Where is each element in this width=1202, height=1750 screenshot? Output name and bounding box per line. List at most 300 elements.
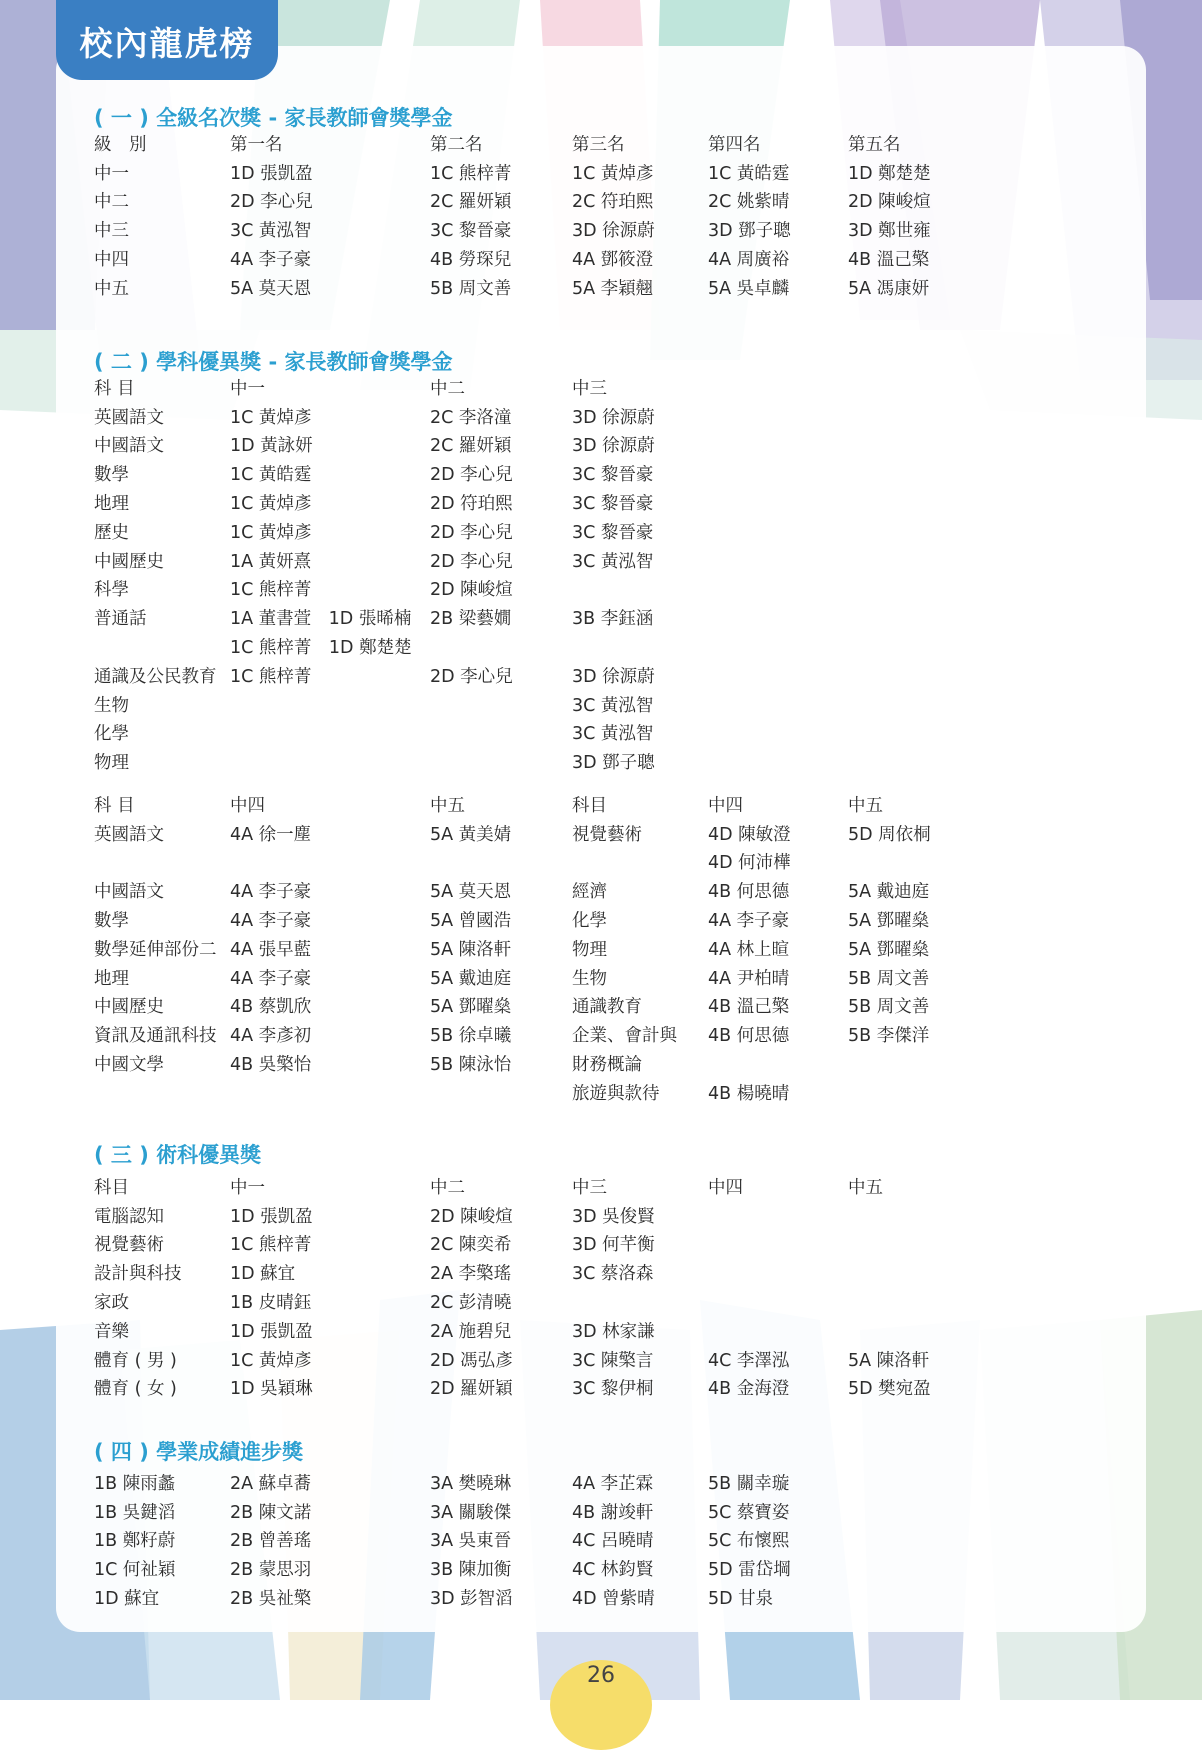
table-cell: 5A 陳洛軒 xyxy=(430,939,512,960)
table-cell xyxy=(848,1201,968,1230)
table-row xyxy=(94,215,968,244)
table-cell: 1D 張凱盈 xyxy=(230,1321,313,1342)
table-cell: 5A 鄧曜燊 xyxy=(848,939,930,960)
table-cell: 中國語文 xyxy=(94,882,164,903)
table-cell: 5A 馮康妍 xyxy=(848,278,930,299)
table-row xyxy=(94,1468,968,1497)
table-cell: 中一 xyxy=(230,1177,265,1198)
table-cell: 1D 黃詠妍 xyxy=(230,436,313,457)
table-cell xyxy=(848,575,968,604)
table-cell xyxy=(708,1049,848,1078)
table-cell: 3D 徐源蔚 xyxy=(572,666,655,687)
table-cell: 1D 吳穎琳 xyxy=(230,1379,313,1400)
table-cell: 2C 彭清曉 xyxy=(430,1293,512,1314)
table-cell: 2C 羅妍穎 xyxy=(430,192,512,213)
table-cell: 3B 李鈺涵 xyxy=(572,609,654,630)
table-cell: 3A 吳東晉 xyxy=(430,1531,512,1552)
table-cell: 3A 關駿傑 xyxy=(430,1502,512,1523)
section3-heading: ( 三 ) 術科優異獎 xyxy=(94,1143,262,1167)
table-cell: 5B 陳泳怡 xyxy=(430,1055,512,1076)
table-row xyxy=(94,790,968,819)
table-cell: 1A 董書萱 1D 張晞楠 xyxy=(230,609,412,630)
table-cell: 1C 熊梓菁 xyxy=(230,1235,312,1256)
page-number: 26 xyxy=(587,1663,615,1688)
table-row xyxy=(94,517,968,546)
table-row xyxy=(94,1049,968,1078)
table-cell: 5B 徐卓曦 xyxy=(430,1026,512,1047)
table-cell: 4A 李子豪 xyxy=(230,911,312,932)
table-cell xyxy=(708,1230,848,1259)
table-cell: 中五 xyxy=(848,1177,883,1198)
table-cell: 5A 莫天恩 xyxy=(230,278,312,299)
table-row xyxy=(94,1078,968,1107)
table-cell: 3C 黃泓智 xyxy=(572,695,654,716)
table-cell: 5D 樊宛盈 xyxy=(848,1379,931,1400)
table-cell: 3D 徐源蔚 xyxy=(572,436,655,457)
table-cell: 1B 陳雨蠡 xyxy=(94,1473,176,1494)
table-cell: 數學延伸部份二 xyxy=(94,939,217,960)
table-cell: 1C 黃焯彥 xyxy=(230,522,312,543)
table-cell: 2D 李心兒 xyxy=(430,465,513,486)
table-cell: 4D 何沛樺 xyxy=(708,853,791,874)
table-cell: 2C 羅妍穎 xyxy=(430,436,512,457)
table-cell: 第一名 xyxy=(230,134,283,155)
table-cell: 英國語文 xyxy=(94,407,164,428)
table-row xyxy=(94,244,968,273)
table-row xyxy=(94,488,968,517)
table-cell: 第四名 xyxy=(708,134,761,155)
table-cell: 生物 xyxy=(94,695,129,716)
table-cell: 地理 xyxy=(94,494,129,515)
table-cell: 4B 溫己檠 xyxy=(708,997,790,1018)
table-cell: 科 目 xyxy=(94,378,135,399)
table-cell xyxy=(430,719,572,748)
table-row xyxy=(94,1316,968,1345)
table-cell: 物理 xyxy=(94,753,129,774)
table-cell: 第二名 xyxy=(430,134,483,155)
table-cell: 5A 吳卓麟 xyxy=(708,278,790,299)
table-cell xyxy=(848,1554,968,1583)
table-cell xyxy=(848,632,968,661)
table-row xyxy=(94,273,968,302)
table-cell xyxy=(848,431,968,460)
table-cell: 3D 鄧子聰 xyxy=(708,221,791,242)
table-cell: 經濟 xyxy=(572,882,607,903)
table-cell: 電腦認知 xyxy=(94,1206,164,1227)
table-row xyxy=(94,719,968,748)
table-cell: 2C 姚紫晴 xyxy=(708,192,790,213)
table-cell: 4C 呂曉晴 xyxy=(572,1531,654,1552)
table-cell xyxy=(848,402,968,431)
table-row xyxy=(94,158,968,187)
table-cell: 5A 曾國浩 xyxy=(430,911,512,932)
table-cell xyxy=(708,1201,848,1230)
table-cell: 1C 熊梓菁 xyxy=(230,580,312,601)
table-cell xyxy=(430,690,572,719)
table-cell: 中二 xyxy=(94,192,129,213)
table-cell: 4B 何思德 xyxy=(708,1026,790,1047)
table-cell: 5D 周依桐 xyxy=(848,824,931,845)
table-cell: 4C 林鈞賢 xyxy=(572,1560,654,1581)
table-cell: 2C 陳奕希 xyxy=(430,1235,512,1256)
table-cell: 中國歷史 xyxy=(94,551,164,572)
table-cell: 1C 黃焯彥 xyxy=(572,163,654,184)
table-row xyxy=(94,1258,968,1287)
section1-heading: ( 一 ) 全級名次獎 - 家長教師會獎學金 xyxy=(94,106,453,130)
table-cell: 中國文學 xyxy=(94,1055,164,1076)
table-cell: 歷史 xyxy=(94,522,129,543)
table-cell: 4B 溫己檠 xyxy=(848,250,930,271)
table-cell xyxy=(708,603,848,632)
table-cell xyxy=(230,690,430,719)
table-cell: 2D 馮弘彥 xyxy=(430,1350,513,1371)
table-cell: 3D 徐源蔚 xyxy=(572,221,655,242)
table-cell: 財務概論 xyxy=(572,1055,642,1076)
table-cell: 數學 xyxy=(94,465,129,486)
table-cell: 設計與科技 xyxy=(94,1264,182,1285)
table-row xyxy=(94,129,968,158)
table-cell: 3D 彭智滔 xyxy=(430,1589,513,1610)
table-cell: 2D 符珀熙 xyxy=(430,494,513,515)
table-cell: 1D 鄭楚楚 xyxy=(848,163,931,184)
table-cell: 5A 李穎翹 xyxy=(572,278,654,299)
table-cell: 物理 xyxy=(572,939,607,960)
table-row xyxy=(94,575,968,604)
table-row xyxy=(94,963,968,992)
table-cell xyxy=(430,848,572,877)
table-cell: 2B 陳文諾 xyxy=(230,1502,312,1523)
table-cell xyxy=(848,1316,968,1345)
table-cell: 科學 xyxy=(94,580,129,601)
table-cell: 5C 布懷熙 xyxy=(708,1531,790,1552)
table-cell xyxy=(230,848,430,877)
table-cell xyxy=(848,603,968,632)
table-cell: 化學 xyxy=(94,724,129,745)
table-row xyxy=(94,690,968,719)
table-cell xyxy=(848,719,968,748)
table-cell: 4B 何思德 xyxy=(708,882,790,903)
table-cell xyxy=(708,719,848,748)
table-cell xyxy=(708,632,848,661)
table-cell: 3C 黃泓智 xyxy=(572,551,654,572)
table-cell: 5A 陳洛軒 xyxy=(848,1350,930,1371)
table-cell xyxy=(848,488,968,517)
table-row xyxy=(94,1374,968,1403)
table-row xyxy=(94,661,968,690)
table-cell: 通識教育 xyxy=(572,997,642,1018)
table-row xyxy=(94,402,968,431)
table-cell: 3C 黎伊桐 xyxy=(572,1379,654,1400)
table-cell: 4A 李子豪 xyxy=(230,968,312,989)
table-cell: 4A 李彥初 xyxy=(230,1026,312,1047)
table-cell: 1C 熊梓菁 xyxy=(230,666,312,687)
table-cell xyxy=(848,1230,968,1259)
table-row xyxy=(94,1345,968,1374)
table-cell xyxy=(230,747,430,776)
table-cell xyxy=(848,1258,968,1287)
table-cell: 3D 林家謙 xyxy=(572,1321,655,1342)
table-row xyxy=(94,992,968,1021)
table-cell: 中一 xyxy=(230,378,265,399)
table-row xyxy=(94,747,968,776)
table-cell: 中五 xyxy=(848,795,883,816)
table-cell xyxy=(848,1526,968,1555)
table-row xyxy=(94,1020,968,1049)
table-cell xyxy=(94,1078,230,1107)
table-cell: 企業、會計與 xyxy=(572,1026,677,1047)
table-cell: 1D 蘇宜 xyxy=(94,1589,160,1610)
table-cell: 4B 金海澄 xyxy=(708,1379,790,1400)
table-cell: 4B 吳檠怡 xyxy=(230,1055,312,1076)
table-cell: 中四 xyxy=(94,250,129,271)
table-cell: 2D 李心兒 xyxy=(230,192,313,213)
table-row xyxy=(94,1287,968,1316)
table-cell xyxy=(848,546,968,575)
table-row xyxy=(94,546,968,575)
table-cell: 3C 黃泓智 xyxy=(572,724,654,745)
table-cell: 中二 xyxy=(430,378,465,399)
section4-table xyxy=(94,1468,968,1612)
table-cell: 5B 關幸璇 xyxy=(708,1473,790,1494)
table-cell xyxy=(708,546,848,575)
table-row xyxy=(94,1230,968,1259)
table-cell: 2A 施碧兒 xyxy=(430,1321,512,1342)
table-cell: 4D 曾紫晴 xyxy=(572,1589,655,1610)
table-cell: 1C 黃皓霆 xyxy=(230,465,312,486)
table-cell: 資訊及通訊科技 xyxy=(94,1026,217,1047)
table-cell: 2C 符珀熙 xyxy=(572,192,654,213)
table-cell: 5A 黃美婧 xyxy=(430,824,512,845)
table-cell: 中四 xyxy=(230,795,265,816)
table-cell xyxy=(848,517,968,546)
table-cell: 3C 蔡洛森 xyxy=(572,1264,654,1285)
table-cell: 4C 李澤泓 xyxy=(708,1350,790,1371)
table-cell: 2B 吳祉檠 xyxy=(230,1589,312,1610)
table-row xyxy=(94,603,968,632)
table-cell xyxy=(708,373,848,402)
table-cell xyxy=(708,1316,848,1345)
table-cell xyxy=(708,459,848,488)
table-row xyxy=(94,431,968,460)
section4-heading: ( 四 ) 學業成績進步獎 xyxy=(94,1440,304,1464)
table-cell: 中二 xyxy=(430,1177,465,1198)
table-cell: 1B 吳鍵滔 xyxy=(94,1502,176,1523)
table-cell: 1A 黃妍熹 xyxy=(230,551,312,572)
table-cell: 4A 徐一塵 xyxy=(230,824,312,845)
table-cell: 2D 李心兒 xyxy=(430,522,513,543)
table-cell: 1C 熊梓菁 xyxy=(430,163,512,184)
table-cell: 5A 莫天恩 xyxy=(430,882,512,903)
table-cell xyxy=(708,431,848,460)
table-cell: 科目 xyxy=(572,795,607,816)
table-cell: 5A 鄧曜燊 xyxy=(430,997,512,1018)
table-cell: 生物 xyxy=(572,968,607,989)
table-cell xyxy=(848,459,968,488)
table-cell: 1D 張凱盈 xyxy=(230,163,313,184)
table-cell: 2B 梁藝嫺 xyxy=(430,609,512,630)
table-cell xyxy=(848,373,968,402)
section2-table-senior xyxy=(94,790,968,1107)
table-cell: 2D 陳峻煊 xyxy=(430,1206,513,1227)
table-cell: 4A 李子豪 xyxy=(230,882,312,903)
table-cell xyxy=(94,848,230,877)
table-cell: 2A 李檠瑤 xyxy=(430,1264,512,1285)
table-cell xyxy=(848,848,968,877)
table-cell: 4B 楊曉晴 xyxy=(708,1083,790,1104)
table-cell: 3C 黎晉豪 xyxy=(572,494,654,515)
table-row xyxy=(94,819,968,848)
table-cell: 旅遊與款待 xyxy=(572,1083,660,1104)
table-cell: 4A 尹柏晴 xyxy=(708,968,790,989)
table-cell: 通識及公民教育 xyxy=(94,666,217,687)
section3-table xyxy=(94,1172,968,1402)
table-cell: 1D 蘇宜 xyxy=(230,1264,296,1285)
table-cell: 2B 曾善瑤 xyxy=(230,1531,312,1552)
table-row xyxy=(94,1497,968,1526)
table-cell xyxy=(848,690,968,719)
table-cell xyxy=(708,661,848,690)
table-cell: 中國歷史 xyxy=(94,997,164,1018)
table-cell: 4A 李芷霖 xyxy=(572,1473,654,1494)
table-cell: 中三 xyxy=(572,378,607,399)
table-cell: 3D 鄧子聰 xyxy=(572,753,655,774)
table-cell xyxy=(708,402,848,431)
table-cell xyxy=(430,747,572,776)
table-cell: 4A 李子豪 xyxy=(708,911,790,932)
table-cell: 1C 黃焯彥 xyxy=(230,407,312,428)
table-cell xyxy=(430,632,572,661)
table-row xyxy=(94,905,968,934)
table-cell: 家政 xyxy=(94,1293,129,1314)
table-cell: 3C 黎晉豪 xyxy=(430,221,512,242)
table-cell: 4D 陳敏澄 xyxy=(708,824,791,845)
table-cell: 地理 xyxy=(94,968,129,989)
table-cell xyxy=(708,488,848,517)
table-cell: 中四 xyxy=(708,1177,743,1198)
table-cell: 5B 周文善 xyxy=(430,278,512,299)
table-cell xyxy=(94,632,230,661)
table-row xyxy=(94,1201,968,1230)
table-cell: 1B 皮晴鈺 xyxy=(230,1293,312,1314)
table-cell: 2D 陳峻煊 xyxy=(848,192,931,213)
section2-heading: ( 二 ) 學科優異獎 - 家長教師會獎學金 xyxy=(94,350,453,374)
table-cell: 科 目 xyxy=(94,795,135,816)
table-cell: 4B 謝竣軒 xyxy=(572,1502,654,1523)
section2-table-junior xyxy=(94,373,968,776)
table-cell: 2A 蘇卓蕎 xyxy=(230,1473,312,1494)
table-cell: 3C 黃泓智 xyxy=(230,221,312,242)
table-cell: 中四 xyxy=(708,795,743,816)
table-row xyxy=(94,187,968,216)
table-cell: 中三 xyxy=(94,221,129,242)
table-cell: 3D 吳俊賢 xyxy=(572,1206,655,1227)
page-title: 校內龍虎榜 xyxy=(56,0,278,80)
table-cell: 視覺藝術 xyxy=(94,1235,164,1256)
table-cell: 3B 陳加衡 xyxy=(430,1560,512,1581)
table-cell: 3A 樊曉琳 xyxy=(430,1473,512,1494)
table-cell: 3D 鄭世雍 xyxy=(848,221,931,242)
table-row xyxy=(94,1526,968,1555)
table-cell: 5A 戴迪庭 xyxy=(430,968,512,989)
table-row xyxy=(94,459,968,488)
table-cell: 體育 ( 男 ) xyxy=(94,1350,177,1371)
table-row xyxy=(94,1172,968,1201)
table-cell: 1C 黃皓霆 xyxy=(708,163,790,184)
table-cell: 5D 甘泉 xyxy=(708,1589,774,1610)
section1-table xyxy=(94,129,968,302)
table-row xyxy=(94,1583,968,1612)
table-cell: 2C 李洛潼 xyxy=(430,407,512,428)
table-cell xyxy=(708,690,848,719)
table-cell: 中一 xyxy=(94,163,129,184)
table-cell xyxy=(848,1583,968,1612)
table-cell xyxy=(708,747,848,776)
table-cell: 中三 xyxy=(572,1177,607,1198)
table-cell xyxy=(572,848,708,877)
table-cell: 1C 黃焯彥 xyxy=(230,1350,312,1371)
table-cell xyxy=(572,632,708,661)
table-cell xyxy=(848,661,968,690)
table-cell: 5A 鄧曜燊 xyxy=(848,911,930,932)
table-cell: 4B 蔡凱欣 xyxy=(230,997,312,1018)
table-cell xyxy=(848,1468,968,1497)
table-cell: 第三名 xyxy=(572,134,625,155)
table-cell: 科目 xyxy=(94,1177,129,1198)
table-cell: 中五 xyxy=(430,795,465,816)
table-cell xyxy=(848,1287,968,1316)
table-cell: 2D 陳峻煊 xyxy=(430,580,513,601)
table-cell xyxy=(708,1258,848,1287)
table-cell: 音樂 xyxy=(94,1321,129,1342)
table-cell: 2B 蒙思羽 xyxy=(230,1560,312,1581)
table-cell: 化學 xyxy=(572,911,607,932)
table-cell xyxy=(572,1287,708,1316)
table-cell: 5B 周文善 xyxy=(848,968,930,989)
table-row xyxy=(94,1554,968,1583)
table-cell: 4B 勞琛兒 xyxy=(430,250,512,271)
table-cell: 視覺藝術 xyxy=(572,824,642,845)
table-cell xyxy=(572,575,708,604)
table-cell: 2D 羅妍穎 xyxy=(430,1379,513,1400)
table-cell: 4A 林上暄 xyxy=(708,939,790,960)
table-cell: 第五名 xyxy=(848,134,901,155)
table-cell: 4A 周廣裕 xyxy=(708,250,790,271)
table-cell: 1C 黃焯彥 xyxy=(230,494,312,515)
table-cell xyxy=(708,517,848,546)
table-cell: 4A 張早藍 xyxy=(230,939,312,960)
table-cell: 中國語文 xyxy=(94,436,164,457)
table-cell: 4A 李子豪 xyxy=(230,250,312,271)
table-cell: 2D 李心兒 xyxy=(430,666,513,687)
table-cell: 體育 ( 女 ) xyxy=(94,1379,177,1400)
table-cell: 級 別 xyxy=(94,134,147,155)
table-cell: 普通話 xyxy=(94,609,147,630)
table-cell: 3D 徐源蔚 xyxy=(572,407,655,428)
table-row xyxy=(94,373,968,402)
table-cell xyxy=(708,575,848,604)
table-cell xyxy=(848,1078,968,1107)
table-cell: 1C 何祉穎 xyxy=(94,1560,176,1581)
table-cell xyxy=(708,1287,848,1316)
table-cell: 2D 李心兒 xyxy=(430,551,513,572)
table-cell: 5D 雷岱堈 xyxy=(708,1560,791,1581)
table-cell: 5B 周文善 xyxy=(848,997,930,1018)
table-cell xyxy=(848,1049,968,1078)
table-cell: 3C 黎晉豪 xyxy=(572,465,654,486)
table-cell: 4A 鄧筱澄 xyxy=(572,250,654,271)
table-cell: 數學 xyxy=(94,911,129,932)
table-cell xyxy=(430,1078,572,1107)
